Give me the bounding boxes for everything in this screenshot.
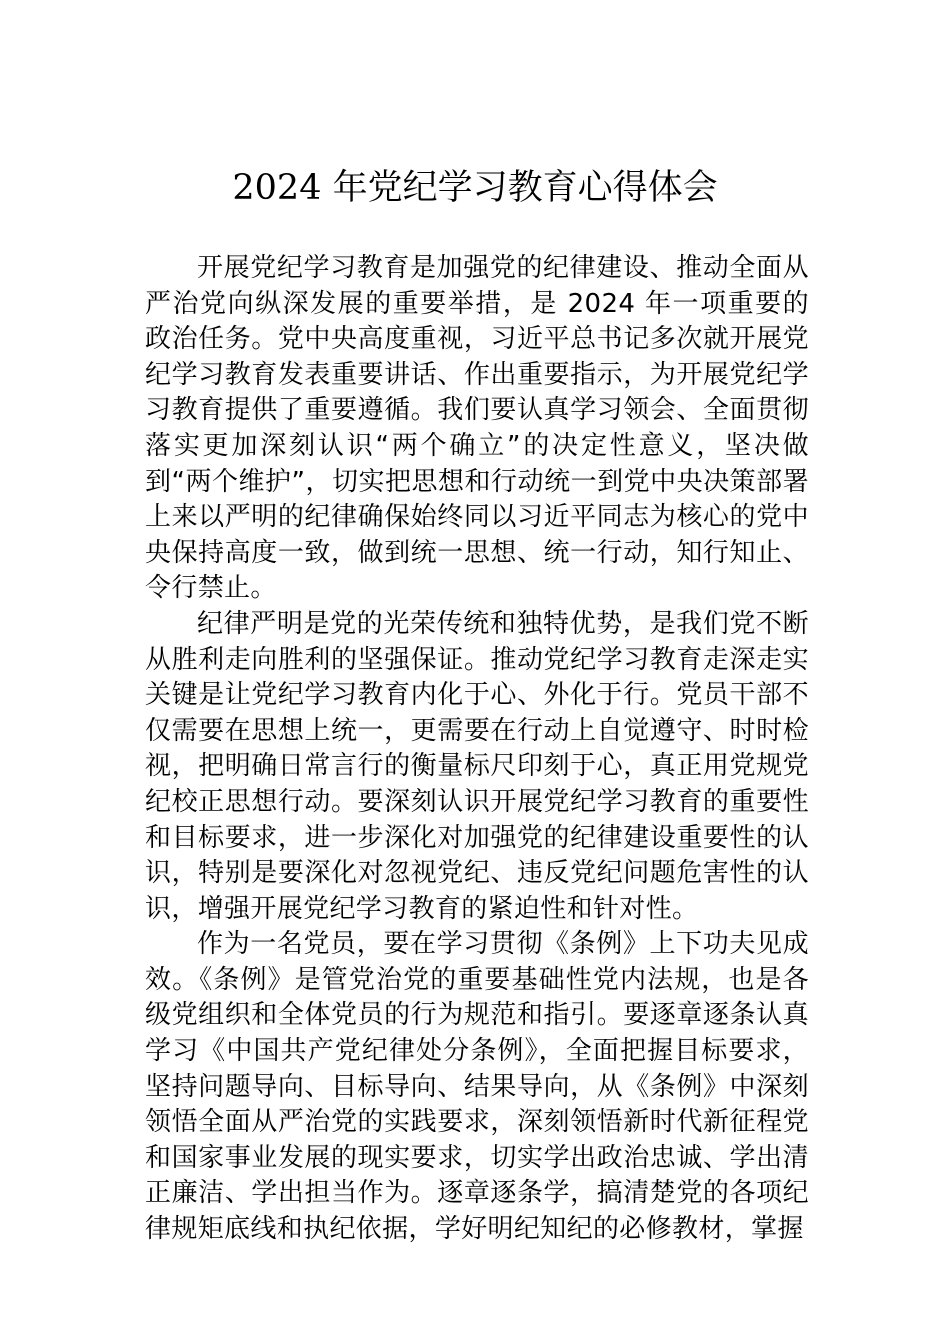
document-title: 2024 年党纪学习教育心得体会	[232, 168, 718, 208]
paragraph-2: 纪律严明是党的光荣传统和独特优势，是我们党不断从胜利走向胜利的坚强保证。推动党纪学习教育走深走实关键是让党纪学习教育内化于心、外化于行。党员干部不仅需要在思想上统一，更需要在行动上自觉遵守、时时检视，把明确日常言行的衡量标尺印刻于心，真正用党规党纪校正思想行动。要深刻认识开展党纪学习教育的重要性和目标要求，进一步深化对加强党的纪律建设重要性的认识，特别是要深化对忽视党纪、违反党纪问题危害性的认识，增强开展党纪学习教育的紧迫性和针对性。	[145, 608, 809, 924]
document-body	[145, 251, 809, 1248]
paragraph-1: 开展党纪学习教育是加强党的纪律建设、推动全面从严治党向纵深发展的重要举措，是 2024 年一项重要的政治任务。党中央高度重视，习近平总书记多次就开展党纪学习教育发表重要讲话、作出重要指示，为开展党纪学习教育提供了重要遵循。我们要认真学习领会、全面贯彻落实更加深刻认识“两个确立”的决定性意义，坚决做到“两个维护”，切实把思想和行动统一到党中央决策部署上来以严明的纪律确保始终同以习近平同志为核心的党中央保持高度一致，做到统一思想、统一行动，知行知止、令行禁止。	[145, 253, 809, 604]
paragraph-3: 作为一名党员，要在学习贯彻《条例》上下功夫见成效。《条例》是管党治党的重要基础性党内法规，也是各级党组织和全体党员的行为规范和指引。要逐章逐条认真学习《中国共产党纪律处分条例》，全面把握目标要求，坚持问题导向、目标导向、结果导向，从《条例》中深刻领悟全面从严治党的实践要求，深刻领悟新时代新征程党和国家事业发展的现实要求，切实学出政治忠诚、学出清正廉洁、学出担当作为。逐章逐条学，搞清楚党的各项纪律规矩底线和执纪依据，学好明纪知纪的必修教材，掌握	[145, 929, 809, 1245]
